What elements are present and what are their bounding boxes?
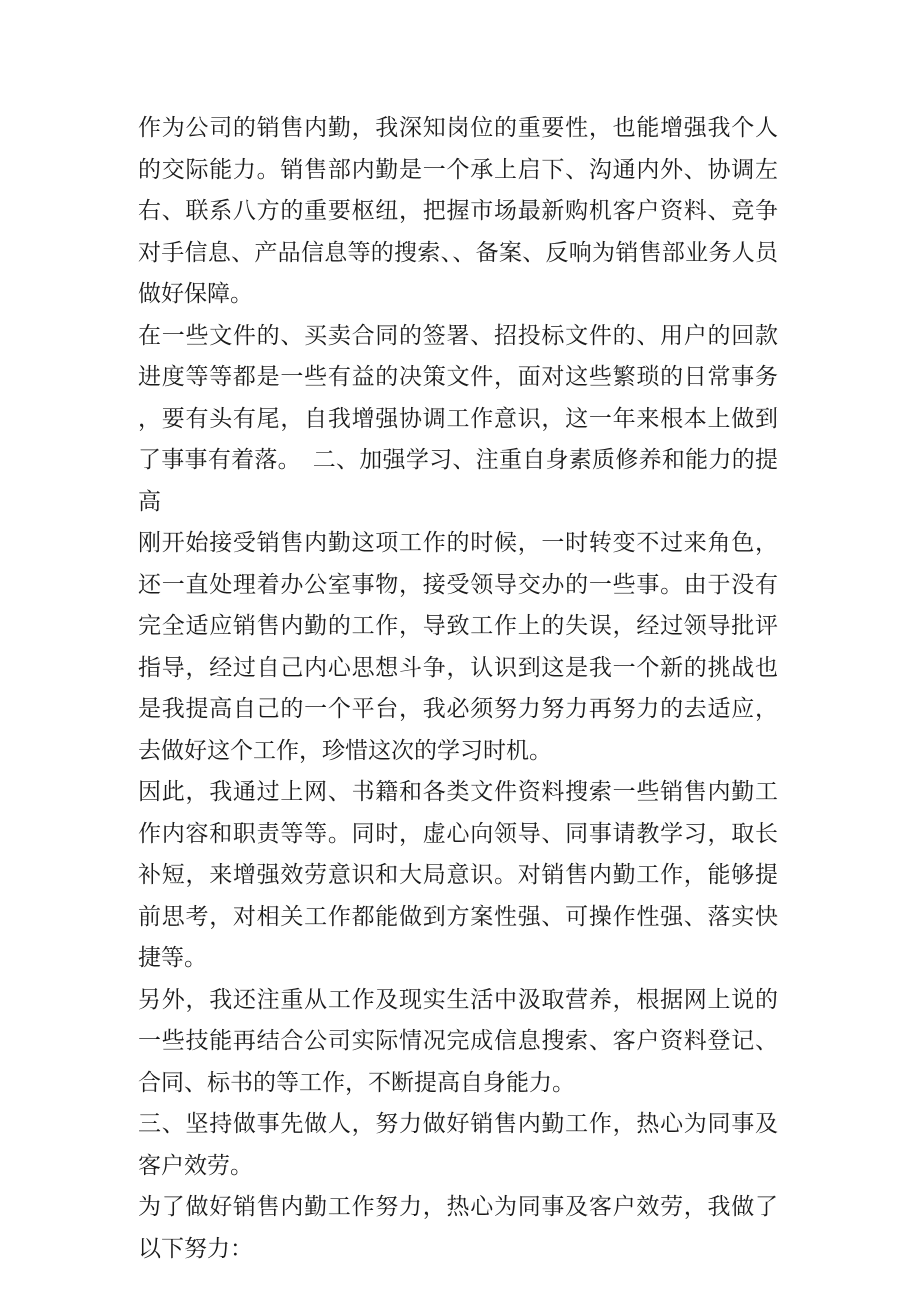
document-body (138, 108, 778, 1270)
paragraph-contracts-and-learning-heading: 在一些文件的、买卖合同的签署、招投标文件的、用户的回款进度等等都是一些有益的决策文件，面对这些繁琐的日常事务，要有头有尾，自我增强协调工作意识，这一年来根本上做到了事事有着落。 二、加强学习、注重自身素质修养和能力的提高 (138, 322, 778, 515)
paragraph-practical-skills: 另外，我还注重从工作及现实生活中汲取营养，根据网上说的一些技能再结合公司实际情况完成信息搜索、客户资料登记、合同、标书的等工作，不断提高自身能力。 (138, 986, 778, 1096)
paragraph-adapting-to-role: 刚开始接受销售内勤这项工作的时候，一时转变不过来角色，还一直处理着办公室事物，接受领导交办的一些事。由于没有完全适应销售内勤的工作，导致工作上的失误，经过领导批评指导，经过自己内心思想斗争，认识到这是我一个新的挑战也是我提高自己的一个平台，我必须努力努力再努力的去适应，去做好这个工作，珍惜这次的学习时机。 (138, 530, 778, 764)
section-heading-three: 三、坚持做事先做人，努力做好销售内勤工作，热心为同事及客户效劳。 (138, 1111, 778, 1179)
paragraph-self-study: 因此，我通过上网、书籍和各类文件资料搜索一些销售内勤工作内容和职责等等。同时，虚心向领导、同事请教学习，取长补短，来增强效劳意识和大局意识。对销售内勤工作，能够提前思考，对相关工作都能做到方案性强、可操作性强、落实快捷等。 (138, 779, 778, 971)
paragraph-efforts-intro: 为了做好销售内勤工作努力，热心为同事及客户效劳，我做了以下努力： (138, 1194, 778, 1262)
paragraph-role-importance: 作为公司的销售内勤，我深知岗位的重要性，也能增强我个人的交际能力。销售部内勤是一个承上启下、沟通内外、协调左右、联系八方的重要枢纽，把握市场最新购机客户资料、竞争对手信息、产品信息等的搜索、、备案、反响为销售部业务人员做好保障。 (138, 115, 778, 307)
